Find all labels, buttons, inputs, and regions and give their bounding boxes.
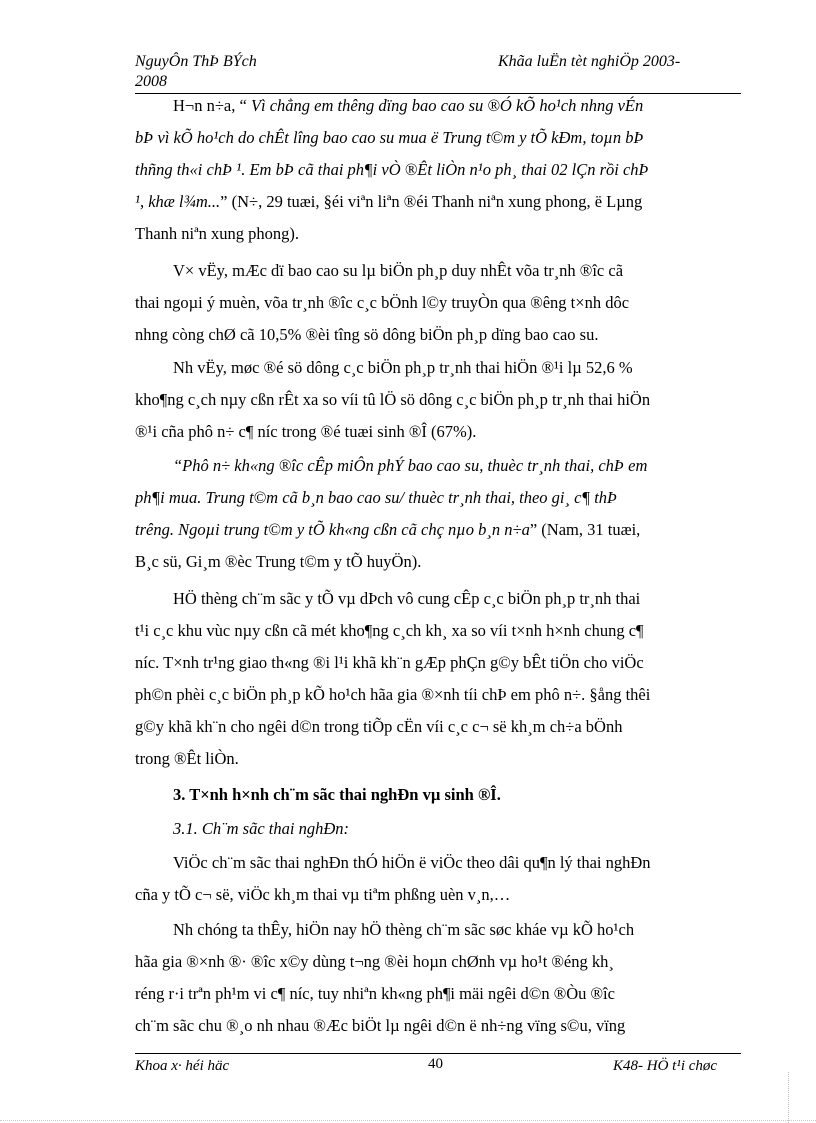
text-line: V× vËy, mÆc dï bao cao su lµ biÖn ph¸p duy nhÊt võa tr¸nh ®îc cã (173, 261, 624, 280)
text-line: H¬n n÷a, “ Vì chẳng em thêng dïng bao cao su ®Ó kÕ ho¹ch nhng vÉn (173, 96, 644, 115)
text-line: Thanh niªn xung phong). (135, 224, 300, 243)
text-line: ph¶i mua. Trung t©m cã b¸n bao cao su/ thuèc tr¸nh thai, theo gi¸ c¶ thÞ (135, 488, 618, 507)
text-line: g©y khã kh¨n cho ngêi d©n trong tiÕp cËn víi c¸c c¬ së kh¸m ch÷a bÖnh (135, 717, 623, 736)
text-line: hãa gia ®×nh ®· ®îc x©y dùng t¬ng ®èi hoµn chØnh vµ ho¹t ®éng kh¸ (135, 952, 614, 971)
text-line: HÖ thèng ch¨m sãc y tÕ vµ dÞch vô cung cÊp c¸c biÖn ph¸p tr¸nh thai (173, 589, 641, 608)
text-line: “Phô n÷ kh«ng ®îc cÊp miÔn phÝ bao cao su, thuèc tr¸nh thai, chÞ em (173, 456, 648, 475)
page-number: 40 (428, 1056, 443, 1072)
text-line: ViÖc ch¨m sãc thai nghÐn thÓ hiÖn ë viÖc theo dâi qu¶n lý thai nghÐn (173, 853, 651, 872)
text-line: níc. T×nh tr¹ng giao th«ng ®i l¹i khã kh¨n gÆp phÇn g©y bÊt tiÖn cho viÖc (135, 653, 644, 672)
text-line: trong ®Êt liÒn. (135, 749, 239, 768)
header-author: NguyÔn ThÞ BÝch (135, 53, 257, 70)
text-line: réng r·i trªn ph¹m vi c¶ níc, tuy nhiªn kh«ng ph¶i mäi ngêi d©n ®Òu ®îc (135, 984, 615, 1003)
text-line: ¹, khæ l¾m...” (N÷, 29 tuæi, §éi viªn liªn ®éi Thanh niªn xung phong, ë Lµng (135, 192, 643, 211)
page-edge-divider (0, 1120, 816, 1121)
text-line: bÞ vì kÕ ho¹ch do chÊt lîng bao cao su mua ë Trung t©m y tÕ kÐm, toµn bÞ (135, 128, 644, 147)
text-line: Nh chóng ta thÊy, hiÖn nay hÖ thèng ch¨m sãc søc kháe vµ kÕ ho¹ch (173, 920, 635, 939)
section-heading: 3. T×nh h×nh ch¨m sãc thai nghÐn vµ sinh ®Î. (173, 785, 501, 804)
header-thesis-title: Khãa luËn tèt nghiÖp 2003- (498, 53, 681, 70)
text-line: t¹i c¸c khu vùc nµy cßn cã mét kho¶ng c¸ch kh¸ xa so víi t×nh h×nh chung c¶ (135, 621, 644, 640)
header-rule (135, 93, 741, 94)
text-line: nhng còng chØ cã 10,5% ®èi tîng sö dông biÖn ph¸p dïng bao cao su. (135, 325, 599, 344)
text-line: trêng. Ngoµi trung t©m y tÕ kh«ng cßn cã chç nµo b¸n n÷a” (Nam, 31 tuæi, (135, 520, 641, 539)
text-line: cña y tÕ c¬ së, viÖc kh¸m thai vµ tiªm phßng uèn v¸n,… (135, 885, 511, 904)
text-line: ch¨m sãc chu ®¸o nh nhau ®Æc biÖt lµ ngêi d©n ë nh÷ng vïng s©u, vïng (135, 1016, 626, 1035)
subsection-heading: 3.1. Ch¨m sãc thai nghÐn: (173, 819, 349, 838)
text-line: ®¹i cña phô n÷ c¶ níc trong ®é tuæi sinh ®Î (67%). (135, 422, 477, 441)
header-author-year: 2008 (135, 73, 167, 90)
text-line: kho¶ng c¸ch nµy cßn rÊt xa so víi tû lÖ sö dông c¸c biÖn ph¸p tr¸nh thai hiÖn (135, 390, 651, 409)
text-line: thñng th«i chÞ ¹. Em bÞ cã thai ph¶i vÒ ®Êt liÒn n¹o ph¸ thai 02 lÇn rồi chÞ (135, 160, 649, 179)
text-line: Nh vËy, møc ®é sö dông c¸c biÖn ph¸p tr¸nh thai hiÖn ®¹i lµ 52,6 % (173, 358, 633, 377)
footer-class: K48- HÖ t¹i chøc (613, 1058, 718, 1074)
footer-faculty: Khoa x· héi häc (135, 1058, 230, 1074)
text-line: ph©n phèi c¸c biÖn ph¸p kÕ ho¹ch hãa gia ®×nh tíi chÞ em phô n÷. §ång thêi (135, 685, 651, 704)
footer-rule (135, 1053, 741, 1054)
page-edge-marker (788, 1072, 789, 1123)
text-line: B¸c sü, Gi¸m ®èc Trung t©m y tÕ huyÖn). (135, 552, 422, 571)
text-line: thai ngoµi ý muèn, võa tr¸nh ®îc c¸c bÖnh l©y truyÒn qua ®êng t×nh dôc (135, 293, 630, 312)
